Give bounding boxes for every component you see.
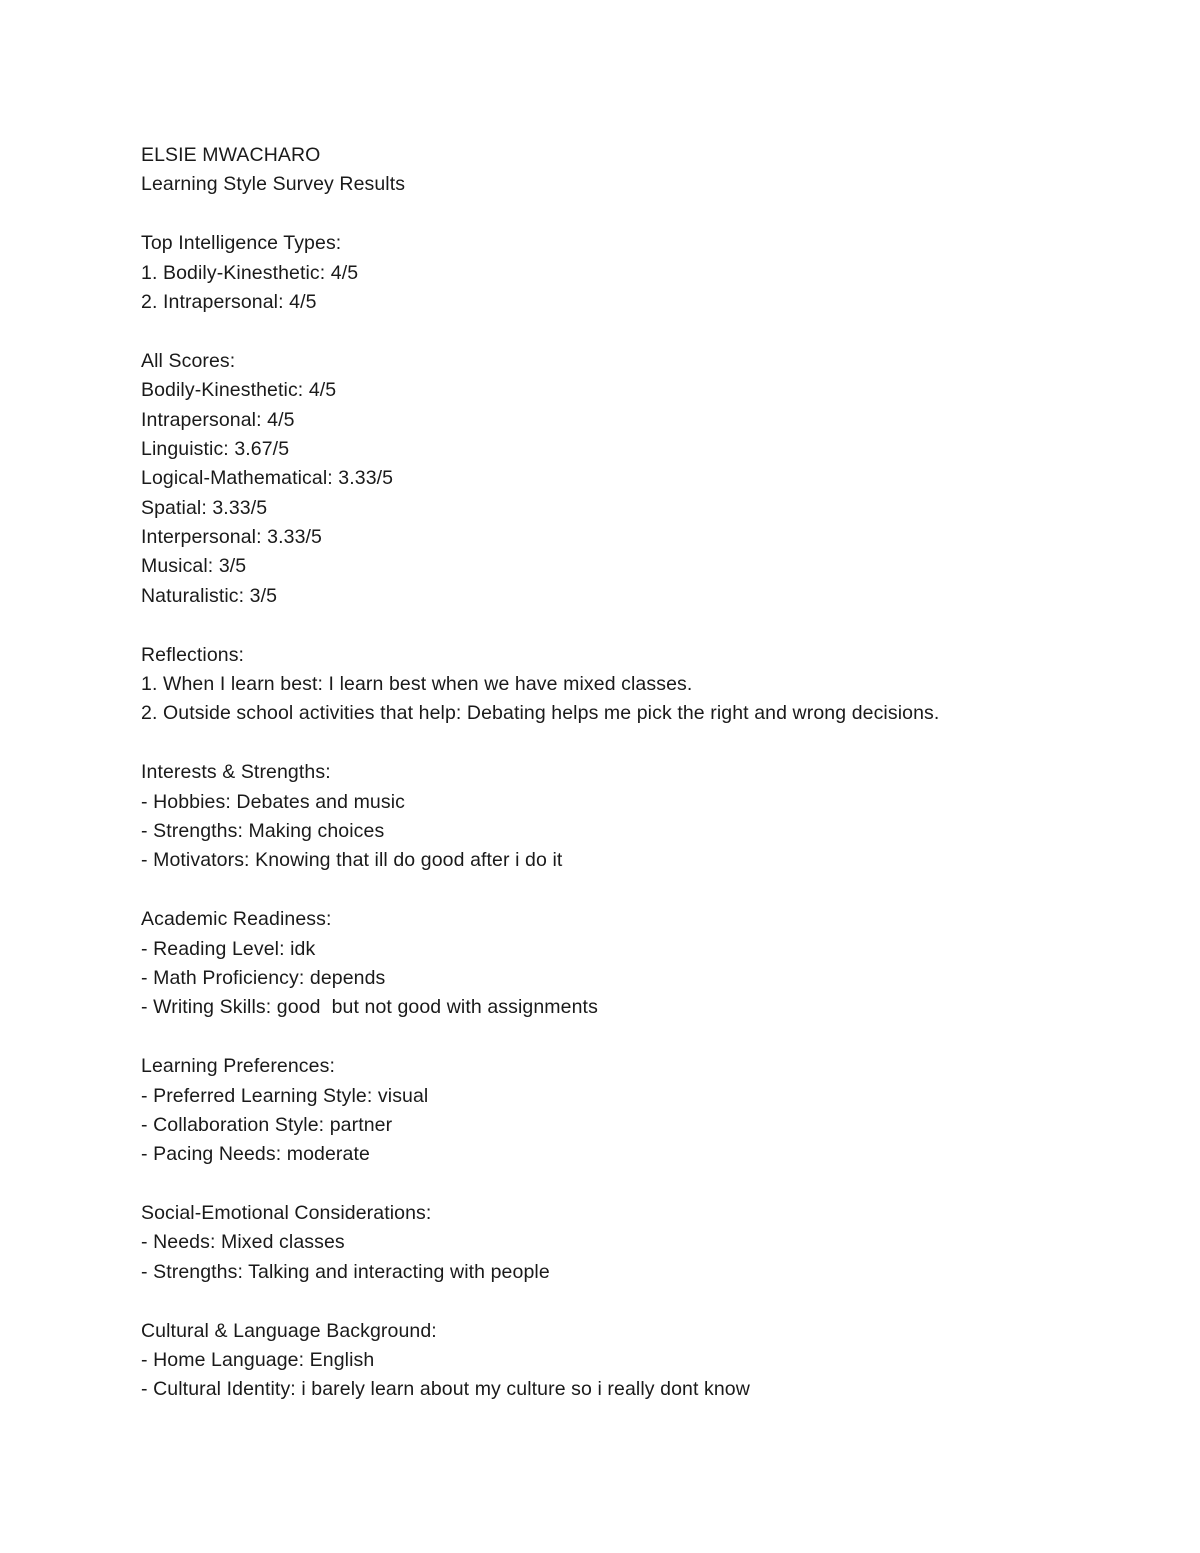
spacer [141, 1023, 1141, 1052]
score-item: Intrapersonal: 4/5 [141, 408, 295, 431]
score-item: Bodily-Kinesthetic: 4/5 [141, 379, 337, 402]
list-item: - Home Language: English [141, 1349, 375, 1372]
spacer [141, 729, 1141, 758]
section-heading-all-scores: All Scores: [141, 349, 236, 372]
list-item: 2. Outside school activities that help: Debating helps me pick the right and wrong decisions. [141, 702, 940, 725]
section-heading-social: Social-Emotional Considerations: [141, 1202, 432, 1225]
list-item: - Needs: Mixed classes [141, 1231, 345, 1254]
list-item: - Cultural Identity: i barely learn about my culture so i really dont know [141, 1378, 750, 1401]
list-item: - Strengths: Talking and interacting with people [141, 1260, 550, 1283]
list-item: - Preferred Learning Style: visual [141, 1084, 429, 1107]
list-item: - Pacing Needs: moderate [141, 1143, 370, 1166]
spacer [141, 200, 1141, 229]
section-heading-reflections: Reflections: [141, 643, 245, 666]
section-heading-interests: Interests & Strengths: [141, 761, 331, 784]
section-heading-academic: Academic Readiness: [141, 908, 332, 931]
list-item: - Motivators: Knowing that ill do good after i do it [141, 849, 563, 872]
list-item: 1. When I learn best: I learn best when we have mixed classes. [141, 673, 693, 696]
spacer [141, 611, 1141, 640]
list-item: 2. Intrapersonal: 4/5 [141, 290, 317, 313]
score-item: Naturalistic: 3/5 [141, 584, 278, 607]
section-heading-preferences: Learning Preferences: [141, 1055, 335, 1078]
list-item: - Writing Skills: good but not good with assignments [141, 996, 598, 1019]
spacer [141, 876, 1141, 905]
spacer [141, 1170, 1141, 1199]
spacer [141, 1287, 1141, 1316]
document-subtitle: Learning Style Survey Results [141, 173, 406, 196]
score-item: Interpersonal: 3.33/5 [141, 526, 322, 549]
score-item: Spatial: 3.33/5 [141, 496, 268, 519]
section-heading-cultural: Cultural & Language Background: [141, 1319, 437, 1342]
score-item: Logical-Mathematical: 3.33/5 [141, 467, 394, 490]
list-item: - Hobbies: Debates and music [141, 790, 406, 813]
student-name: ELSIE MWACHARO [141, 144, 321, 166]
score-item: Musical: 3/5 [141, 555, 247, 578]
document-page [141, 141, 1141, 1405]
spacer [141, 317, 1141, 346]
list-item: - Strengths: Making choices [141, 819, 385, 842]
section-heading-top-intelligence: Top Intelligence Types: [141, 232, 342, 255]
list-item: 1. Bodily-Kinesthetic: 4/5 [141, 261, 359, 284]
list-item: - Reading Level: idk [141, 937, 316, 960]
score-item: Linguistic: 3.67/5 [141, 437, 290, 460]
list-item: - Math Proficiency: depends [141, 966, 386, 989]
list-item: - Collaboration Style: partner [141, 1113, 393, 1136]
